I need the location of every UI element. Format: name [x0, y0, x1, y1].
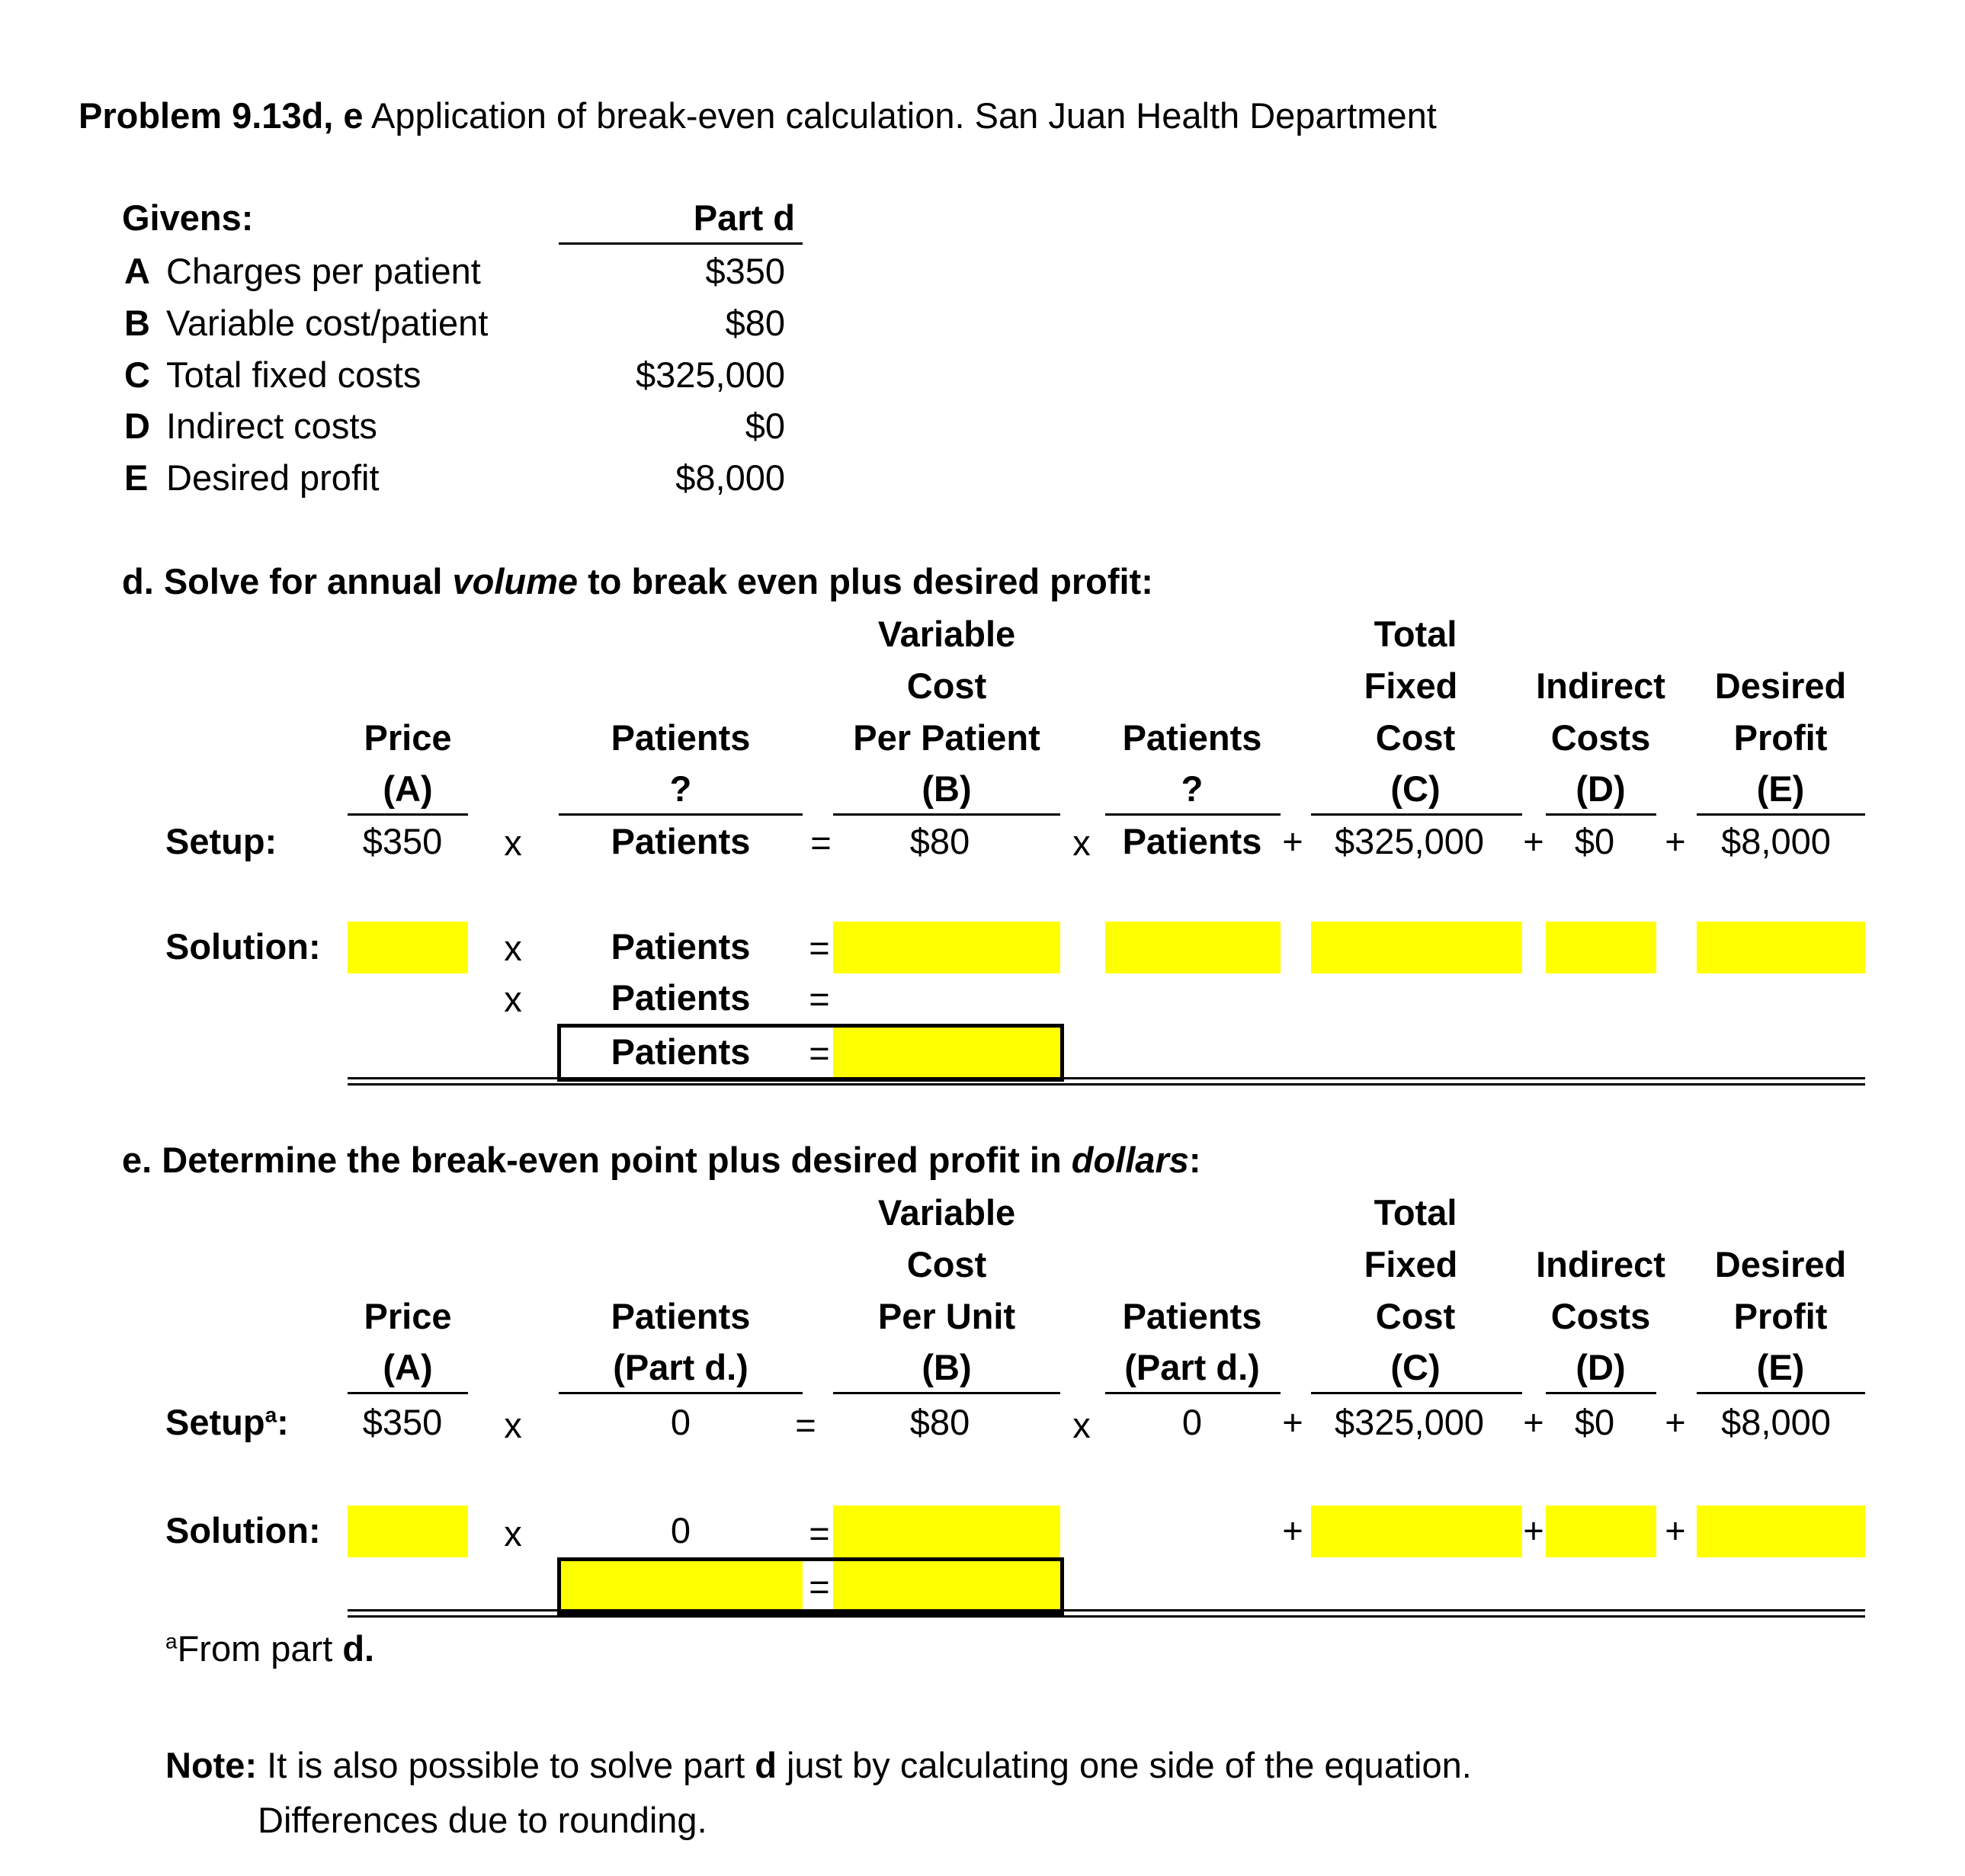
footnote-marker: a — [165, 1629, 178, 1653]
e-header-profit-2: Profit — [1733, 1296, 1828, 1336]
d-underline-patients1 — [559, 813, 803, 816]
e-solution-plus-3: + — [1665, 1510, 1686, 1551]
d-solution-indirect-cell[interactable] — [1546, 922, 1656, 973]
e-setup-equals: = — [795, 1405, 816, 1445]
d-header-indirect-1: Indirect — [1536, 665, 1665, 706]
part-d-heading-emphasis: volume — [452, 561, 579, 601]
given-label-a: Charges per patient — [166, 251, 481, 291]
d-setup-plus-2: + — [1523, 821, 1544, 861]
note-label: Note: — [165, 1745, 258, 1785]
e-underline-indirect — [1546, 1392, 1656, 1394]
d-solution-varcost-cell[interactable] — [833, 922, 1060, 973]
given-letter-b: B — [124, 303, 150, 343]
d-header-varcost-1: Variable — [877, 614, 1016, 654]
d-header-fixed-1: Total — [1374, 614, 1457, 654]
e-underline-patients2 — [1105, 1392, 1281, 1394]
d-setup-varcost: $80 — [909, 821, 970, 861]
d-setup-plus-1: + — [1282, 821, 1303, 861]
d-underline-price — [348, 813, 468, 816]
d-solution-profit-cell[interactable] — [1697, 922, 1865, 973]
e-header-indirect-2: Costs — [1550, 1296, 1651, 1336]
givens-heading: Givens: — [122, 197, 254, 238]
d-solution-times-2: x — [504, 979, 522, 1019]
d-setup-equals: = — [810, 823, 832, 863]
d-setup-plus-3: + — [1665, 821, 1686, 861]
d-solution-times-1: x — [504, 928, 522, 968]
e-solution-times: x — [504, 1513, 522, 1554]
e-header-price-2: (A) — [383, 1347, 433, 1387]
problem-number: Problem 9.13d, e — [79, 95, 364, 136]
given-value-a: $350 — [705, 251, 785, 291]
d-solution-equals-2: = — [809, 979, 830, 1019]
e-header-indirect-1: Indirect — [1536, 1244, 1665, 1284]
e-header-varcost-1: Variable — [877, 1192, 1016, 1233]
d-solution-label: Solution: — [165, 926, 321, 967]
d-solution-price-cell[interactable] — [348, 922, 468, 973]
e-setup-varcost: $80 — [909, 1402, 970, 1442]
footnote: $^a$From part d. — [165, 1628, 375, 1669]
problem-description: Application of break-even calculation. San Juan Health Department — [363, 95, 1437, 136]
e-setup-plus-1: + — [1282, 1402, 1303, 1442]
e-header-patients1-1: Patients — [611, 1296, 751, 1336]
d-header-patients1-2: ? — [669, 768, 692, 809]
d-header-patients2-1: Patients — [1122, 717, 1262, 758]
d-header-varcost-4: (B) — [922, 768, 972, 809]
d-header-patients1-1: Patients — [611, 717, 751, 758]
d-header-varcost-3: Per Patient — [853, 717, 1040, 758]
e-header-patients2-2: (Part d.) — [1124, 1347, 1260, 1387]
givens-header-underline — [559, 242, 803, 245]
d-double-underline-top — [348, 1077, 1865, 1079]
d-solution-patients-2: Patients — [611, 977, 751, 1018]
e-header-fixed-4: (C) — [1390, 1347, 1441, 1387]
part-d-heading: d. Solve for annual volume to break even plus desired profit: — [122, 561, 1153, 601]
given-value-c: $325,000 — [635, 354, 785, 395]
d-header-profit-3: (E) — [1756, 768, 1805, 809]
e-header-varcost-3: Per Unit — [877, 1296, 1016, 1336]
d-setup-profit: $8,000 — [1721, 821, 1831, 861]
e-solution-price-cell[interactable] — [348, 1506, 468, 1557]
e-underline-price — [348, 1392, 468, 1394]
e-header-patients2-1: Patients — [1122, 1296, 1262, 1336]
e-header-fixed-3: Cost — [1375, 1296, 1456, 1336]
e-setup-plus-2: + — [1523, 1402, 1544, 1442]
e-answer-equals: = — [809, 1567, 830, 1607]
d-underline-patients2 — [1105, 813, 1281, 816]
d-header-indirect-3: (D) — [1576, 768, 1626, 809]
e-setup-patients-2: 0 — [1181, 1402, 1203, 1442]
e-setup-times-1: x — [504, 1405, 522, 1445]
e-solution-patients: 0 — [670, 1510, 691, 1551]
given-label-c: Total fixed costs — [166, 354, 422, 395]
e-header-fixed-1: Total — [1374, 1192, 1457, 1233]
d-setup-patients: Patients — [611, 821, 751, 861]
e-setup-fixed: $325,000 — [1334, 1402, 1485, 1442]
given-label-d: Indirect costs — [166, 406, 377, 446]
e-underline-fixed — [1311, 1392, 1522, 1394]
d-solution-patients2-cell[interactable] — [1105, 922, 1281, 973]
note-line-1: Note: It is also possible to solve part d just by calculating one side of the equation. — [165, 1745, 1472, 1785]
e-setup-times-2: x — [1072, 1405, 1091, 1445]
e-setup-profit: $8,000 — [1721, 1402, 1831, 1442]
e-header-profit-3: (E) — [1756, 1347, 1805, 1387]
e-solution-equals: = — [809, 1513, 830, 1554]
e-header-patients1-2: (Part d.) — [613, 1347, 748, 1387]
d-setup-indirect: $0 — [1574, 821, 1615, 861]
e-underline-profit — [1697, 1392, 1865, 1394]
e-solution-fixed-cell[interactable] — [1311, 1506, 1522, 1557]
d-underline-varcost — [833, 813, 1060, 816]
e-header-varcost-4: (B) — [922, 1347, 972, 1387]
d-solution-equals-3: = — [809, 1033, 830, 1073]
d-solution-fixed-cell[interactable] — [1311, 922, 1522, 973]
given-value-b: $80 — [725, 303, 785, 343]
problem-title — [79, 93, 1437, 139]
d-setup-times-1: x — [504, 823, 522, 863]
d-header-indirect-2: Costs — [1550, 717, 1651, 758]
given-letter-e: E — [124, 457, 149, 498]
given-value-e: $8,000 — [675, 457, 785, 498]
e-setup-label: Setup$^a$: — [165, 1402, 289, 1442]
e-setup-patients: 0 — [670, 1402, 691, 1442]
givens-column-header: Part d — [693, 197, 795, 238]
d-header-fixed-2: Fixed — [1364, 665, 1458, 706]
d-setup-label: Setup: — [165, 821, 277, 861]
e-header-indirect-3: (D) — [1576, 1347, 1626, 1387]
d-setup-patients-2: Patients — [1122, 821, 1262, 861]
e-underline-varcost — [833, 1392, 1060, 1394]
e-double-underline-top — [348, 1609, 1865, 1611]
d-underline-fixed — [1311, 813, 1522, 816]
d-header-price-2: (A) — [383, 768, 433, 809]
d-setup-fixed: $325,000 — [1334, 821, 1485, 861]
d-solution-patients-1: Patients — [611, 926, 751, 967]
d-solution-patients-3: Patients — [611, 1031, 751, 1072]
d-header-price-1: Price — [364, 717, 452, 758]
e-underline-patients1 — [559, 1392, 803, 1394]
e-double-underline-bottom — [348, 1615, 1865, 1618]
given-letter-c: C — [124, 354, 150, 395]
given-label-b: Variable cost/patient — [166, 303, 489, 343]
e-header-varcost-2: Cost — [906, 1244, 987, 1284]
e-solution-varcost-cell[interactable] — [833, 1506, 1060, 1557]
e-setup-price: $350 — [362, 1402, 443, 1442]
d-header-patients2-2: ? — [1181, 768, 1204, 809]
d-header-varcost-2: Cost — [906, 665, 987, 706]
d-solution-equals-1: = — [809, 928, 830, 968]
e-setup-plus-3: + — [1665, 1402, 1686, 1442]
e-header-profit-1: Desired — [1714, 1244, 1847, 1284]
d-setup-price: $350 — [362, 821, 443, 861]
e-solution-label: Solution: — [165, 1510, 321, 1551]
e-solution-indirect-cell[interactable] — [1546, 1506, 1656, 1557]
d-header-fixed-3: Cost — [1375, 717, 1456, 758]
e-header-price-1: Price — [364, 1296, 452, 1336]
note-line-2: Differences due to rounding. — [258, 1800, 707, 1840]
given-letter-a: A — [124, 251, 150, 291]
given-value-d: $0 — [745, 406, 785, 446]
d-header-profit-1: Desired — [1714, 665, 1847, 706]
e-setup-footnote-marker: a — [264, 1403, 277, 1427]
d-underline-indirect — [1546, 813, 1656, 816]
e-solution-plus-1: + — [1282, 1510, 1303, 1551]
d-underline-profit — [1697, 813, 1865, 816]
part-e-heading-emphasis: dollars — [1071, 1140, 1189, 1180]
given-letter-d: D — [124, 406, 150, 446]
d-setup-times-2: x — [1072, 823, 1091, 863]
e-solution-plus-2: + — [1523, 1510, 1544, 1551]
e-setup-indirect: $0 — [1574, 1402, 1615, 1442]
given-label-e: Desired profit — [166, 457, 380, 498]
d-double-underline-bottom — [348, 1083, 1865, 1086]
d-header-fixed-4: (C) — [1390, 768, 1441, 809]
part-e-heading: e. Determine the break-even point plus desired profit in dollars: — [122, 1140, 1201, 1180]
e-solution-profit-cell[interactable] — [1697, 1506, 1865, 1557]
d-header-profit-2: Profit — [1733, 717, 1828, 758]
e-header-fixed-2: Fixed — [1364, 1244, 1458, 1284]
